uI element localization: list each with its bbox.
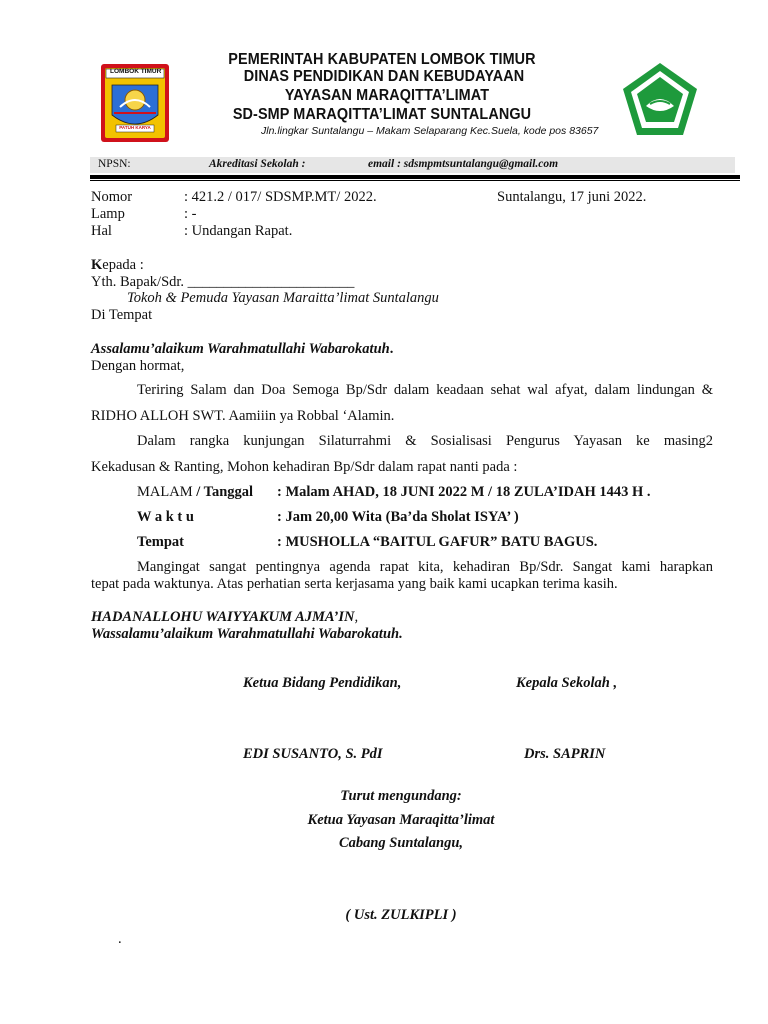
lamp-value: : - [184,206,197,222]
closing-comma: , [354,609,359,625]
right-signer-title: Kepala Sekolah , [516,675,618,691]
malam-label [137,484,253,501]
closing-line-1 [91,609,358,626]
turut-mengundang: Turut mengundang: [340,788,462,804]
lamp-label: Lamp [91,206,125,222]
paragraph-3-line-2: tepat pada waktunya. Atas perhatian serta kerjasama yang baik kami ucapkan terima kasih. [91,576,618,592]
left-signer-title: Ketua Bidang Pendidikan, [243,675,402,691]
paragraph-1-line-2: RIDHO ALLOH SWT. Aamiiin ya Robbal ‘Alamin. [91,408,395,424]
akreditasi-label: Akreditasi Sekolah : [209,158,306,170]
tempat-label: Tempat [137,534,184,550]
school-info-bar [90,157,735,173]
letterhead-line-1: PEMERINTAH KABUPATEN LOMBOK TIMUR [228,51,536,68]
paragraph-1-line-1: Teriring Salam dan Doa Semoga Bp/Sdr dalam keadaan sehat wal afyat, dalam lindungan & [137,382,713,398]
dengan-hormat: Dengan hormat, [91,358,185,374]
letterhead-line-2: DINAS PENDIDIKAN DAN KEBUDAYAAN [243,68,525,85]
tempat-value: : MUSHOLLA “BAITUL GAFUR” BATU BAGUS. [277,534,598,550]
closing-line-2: Wassalamu’alaikum Warahmatullahi Wabarokatuh. [91,626,403,642]
letter-date: Suntalangu, 17 juni 2022. [497,189,647,205]
paragraph-2-line-2: Kekadusan & Ranting, Mohon kehadiran Bp/Sdr dalam rapat nanti pada : [91,459,518,475]
letterhead-line-3: YAYASAN MARAQITTA’LIMAT [284,87,490,104]
hal-value: : Undangan Rapat. [184,223,293,239]
kepada-rest: epada : [102,257,144,273]
ust-name: ( Ust. ZULKIPLI ) [345,907,457,923]
left-logo-top-text: LOMBOK TIMUR [110,68,162,75]
malam-label-b: / Tanggal [196,484,254,500]
di-tempat: Di Tempat [91,307,153,323]
yth-line: Yth. Bapak/Sdr. _______________________ [91,274,355,290]
header-rule-thick [90,175,740,179]
letterhead-address: Jln.lingkar Suntalangu – Makam Selaparang Kec.Suela, kode pos 83657 [261,125,599,137]
ketua-yayasan: Ketua Yayasan Maraqitta’limat [307,812,495,828]
hal-label: Hal [91,223,112,239]
cabang-suntalangu: Cabang Suntalangu, [338,835,464,851]
nomor-label: Nomor [91,189,133,205]
left-signer-name: EDI SUSANTO, S. PdI [243,746,383,762]
kepada-initial: K [91,257,103,273]
malam-value: : Malam AHAD, 18 JUNI 2022 M / 18 ZULA’IDAH 1443 H . [277,484,651,500]
kepada-label [91,257,144,274]
npsn-label: NPSN: [98,158,131,170]
trailing-dot: . [118,931,122,947]
right-signer-name: Drs. SAPRIN [524,746,606,762]
nomor-value: : 421.2 / 017/ SDSMP.MT/ 2022. [184,189,377,205]
closing-text-1: HADANALLOHU WAIYYAKUM AJMA’IN [91,609,355,625]
paragraph-2-line-1: Dalam rangka kunjungan Silaturrahmi & Sosialisasi Pengurus Yayasan ke masing2 [137,433,713,449]
malam-label-a: MALAM [137,484,197,500]
salam-text: Assalamu’alaikum Warahmatullahi Wabarokatuh [91,341,390,357]
left-logo-bottom-text: PATUH KARYA [119,125,151,130]
email-label: email : sdsmpmtsuntalangu@gmail.com [368,158,559,170]
tokoh-line: Tokoh & Pemuda Yayasan Maraitta’limat Suntalangu [127,290,439,306]
header-rule-thin [90,180,740,181]
letterhead-line-4: SD-SMP MARAQITTA’LIMAT SUNTALANGU [232,106,532,123]
salam-dot: . [389,341,394,357]
salam-opening [91,341,393,358]
waktu-label: W a k t u [137,509,194,525]
paragraph-3-line-1: Mangingat sangat pentingnya agenda rapat kita, kehadiran Bp/Sdr. Sangat kami harapkan [137,559,713,575]
waktu-value: : Jam 20,00 Wita (Ba’da Sholat ISYA’ ) [277,509,519,525]
